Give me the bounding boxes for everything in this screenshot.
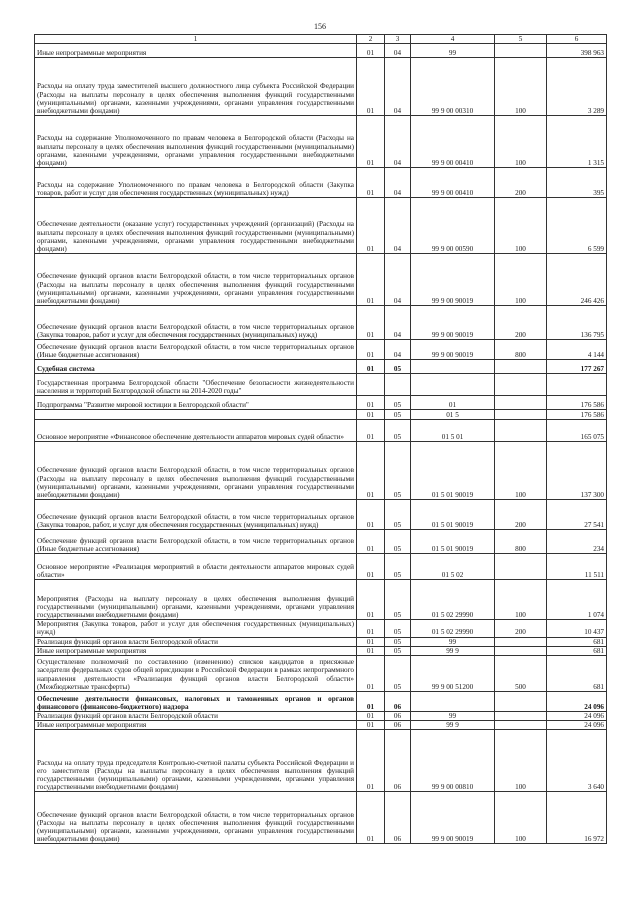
target-article-code: 99 9 00 00410	[411, 168, 495, 198]
target-article-code: 99	[411, 712, 495, 721]
amount: 681	[547, 637, 607, 646]
amount: 176 586	[547, 396, 607, 410]
expense-type-code	[495, 712, 547, 721]
target-article-code	[411, 360, 495, 374]
section-code: 01	[357, 712, 385, 721]
section-code: 01	[357, 198, 385, 254]
section-code: 01	[357, 620, 385, 637]
amount: 136 795	[547, 306, 607, 340]
target-article-code: 01 5	[411, 410, 495, 420]
target-article-code: 99 9 00 00590	[411, 198, 495, 254]
expense-type-code	[495, 396, 547, 410]
subsection-code: 05	[385, 530, 411, 554]
expense-name: Обеспечение деятельности финансовых, налоговых и таможенных органов и органов финансового (финансово-бюджетного) надзора	[35, 692, 357, 712]
target-article-code: 01 5 01	[411, 420, 495, 442]
column-header: 5	[495, 35, 547, 44]
expense-type-code: 100	[495, 116, 547, 168]
table-row	[35, 530, 607, 554]
subsection-code	[385, 374, 411, 396]
table-row	[35, 656, 607, 692]
section-code: 01	[357, 792, 385, 844]
target-article-code: 01 5 02	[411, 554, 495, 580]
subsection-code: 04	[385, 116, 411, 168]
expense-name: Реализация функций органов власти Белгородской области	[35, 637, 357, 646]
table-row	[35, 340, 607, 360]
expense-name: Осуществление полномочий по составлению (изменению) списков кандидатов в присяжные заседатели федеральных судов общей юрисдикции в Российской Федерации в рамках непрограммного направления деятельности «Реализация функций органов власти Белгородской области» (Межбюджетные трансферты)	[35, 656, 357, 692]
page-number: 156	[314, 22, 326, 31]
amount: 395	[547, 168, 607, 198]
expense-name: Обеспечение функций органов власти Белгородской области, в том числе территориальных органов (Иные бюджетные ассигнования)	[35, 340, 357, 360]
expense-name: Расходы на оплату труда заместителей высшего должностного лица субъекта Российской Федерации (Расходы на выплаты персоналу в целях обеспечения выполнения функций государственными (муниципальными) органами, казенными учреждениями, органами управления государственными внебюджетными фондами)	[35, 58, 357, 116]
section-code: 01	[357, 168, 385, 198]
expense-type-code: 800	[495, 530, 547, 554]
section-code: 01	[357, 420, 385, 442]
subsection-code: 06	[385, 712, 411, 721]
amount: 16 972	[547, 792, 607, 844]
table-row	[35, 306, 607, 340]
amount: 27 541	[547, 500, 607, 530]
expense-name: Подпрограмма "Развитие мировой юстиции в Белгородской области"	[35, 396, 357, 410]
expense-type-code	[495, 410, 547, 420]
subsection-code: 06	[385, 792, 411, 844]
section-code: 01	[357, 340, 385, 360]
section-code: 01	[357, 721, 385, 730]
table-row	[35, 442, 607, 500]
amount: 24 096	[547, 692, 607, 712]
expense-type-code	[495, 692, 547, 712]
section-code: 01	[357, 500, 385, 530]
table-row	[35, 58, 607, 116]
subsection-code: 05	[385, 442, 411, 500]
target-article-code: 01 5 01 90019	[411, 530, 495, 554]
target-article-code: 99 9 00 00810	[411, 730, 495, 792]
table-row	[35, 254, 607, 306]
subsection-code: 05	[385, 580, 411, 620]
table-row	[35, 580, 607, 620]
subsection-code: 05	[385, 620, 411, 637]
subsection-code: 04	[385, 306, 411, 340]
amount: 246 426	[547, 254, 607, 306]
table-row	[35, 646, 607, 655]
amount: 1 315	[547, 116, 607, 168]
expense-type-code: 100	[495, 442, 547, 500]
amount: 24 096	[547, 712, 607, 721]
amount: 11 511	[547, 554, 607, 580]
table-row	[35, 360, 607, 374]
expense-type-code: 100	[495, 730, 547, 792]
amount: 24 096	[547, 721, 607, 730]
table-row	[35, 44, 607, 58]
expense-type-code	[495, 721, 547, 730]
subsection-code: 04	[385, 254, 411, 306]
table-row	[35, 420, 607, 442]
table-row	[35, 374, 607, 396]
expense-type-code: 200	[495, 500, 547, 530]
expense-type-code: 100	[495, 254, 547, 306]
target-article-code: 99 9	[411, 646, 495, 655]
expense-name: Основное мероприятие «Реализация мероприятий в области деятельности аппаратов мировых судей области»	[35, 554, 357, 580]
subsection-code: 05	[385, 410, 411, 420]
amount: 176 586	[547, 410, 607, 420]
expense-type-code: 200	[495, 620, 547, 637]
section-code	[357, 374, 385, 396]
table-body	[35, 44, 607, 844]
table-row	[35, 396, 607, 410]
subsection-code: 06	[385, 692, 411, 712]
section-code: 01	[357, 254, 385, 306]
column-header: 3	[385, 35, 411, 44]
expense-type-code	[495, 637, 547, 646]
expense-name: Мероприятия (Расходы на выплату персоналу в целях обеспечения выполнения функций государственными (муниципальными) органами, казенными учреждениями, органами управления государственными внебюджетными фондами)	[35, 580, 357, 620]
subsection-code: 05	[385, 396, 411, 410]
expense-name: Обеспечение функций органов власти Белгородской области, в том числе территориальных органов (Расходы на выплаты персоналу в целях обеспечения выполнения функций государственными (муниципальными) органами, казенными учреждениями, органами управления государственными внебюджетными фондами)	[35, 792, 357, 844]
expense-type-code: 200	[495, 168, 547, 198]
amount: 10 437	[547, 620, 607, 637]
target-article-code: 99 9 00 51200	[411, 656, 495, 692]
target-article-code: 99 9 00 00410	[411, 116, 495, 168]
table-row	[35, 198, 607, 254]
subsection-code: 04	[385, 44, 411, 58]
amount	[547, 374, 607, 396]
table-row	[35, 712, 607, 721]
target-article-code	[411, 692, 495, 712]
expense-type-code	[495, 44, 547, 58]
expense-name: Обеспечение функций органов власти Белгородской области, в том числе территориальных органов (Закупка товаров, работ, и услуг для обеспечения государственных (муниципальных) нужд)	[35, 500, 357, 530]
target-article-code: 99 9 00 90019	[411, 340, 495, 360]
expense-name: Судебная система	[35, 360, 357, 374]
table-row	[35, 637, 607, 646]
amount: 4 144	[547, 340, 607, 360]
column-header: 2	[357, 35, 385, 44]
expense-type-code	[495, 554, 547, 580]
amount: 234	[547, 530, 607, 554]
section-code: 01	[357, 360, 385, 374]
section-code: 01	[357, 306, 385, 340]
expense-name: Основное мероприятие «Финансовое обеспечение деятельности аппаратов мировых судей области»	[35, 420, 357, 442]
amount: 6 599	[547, 198, 607, 254]
target-article-code: 99 9 00 00310	[411, 58, 495, 116]
expense-name: Расходы на оплату труда председателя Контрольно-счетной палаты субъекта Российской Федерации и его заместителя (Расходы на выплаты персоналу в целях обеспечения выполнения функций государственными (муниципальными) органами, казенными учреждениями, органами управления государственными внебюджетными фондами)	[35, 730, 357, 792]
subsection-code: 04	[385, 58, 411, 116]
expense-name: Расходы на содержание Уполномоченного по правам человека в Белгородской области (Закупка товаров, работ и услуг для обеспечения государственных (муниципальных) нужд)	[35, 168, 357, 198]
table-row	[35, 620, 607, 637]
expense-type-code: 100	[495, 580, 547, 620]
section-code: 01	[357, 530, 385, 554]
subsection-code: 05	[385, 656, 411, 692]
subsection-code: 06	[385, 730, 411, 792]
expense-name: Обеспечение функций органов власти Белгородской области, в том числе территориальных органов (Расходы на выплату персоналу в целях обеспечения выполнения функций государственными (муниципальными) органами, казенными учреждениями, органами управления государственными внебюджетными фондами)	[35, 442, 357, 500]
subsection-code: 05	[385, 500, 411, 530]
target-article-code: 01 5 02 29990	[411, 580, 495, 620]
target-article-code: 99	[411, 637, 495, 646]
expense-name	[35, 410, 357, 420]
table-row	[35, 500, 607, 530]
expense-type-code	[495, 374, 547, 396]
column-header: 1	[35, 35, 357, 44]
subsection-code: 05	[385, 420, 411, 442]
table-header-row	[35, 35, 607, 44]
amount: 681	[547, 656, 607, 692]
expense-type-code	[495, 420, 547, 442]
amount: 3 289	[547, 58, 607, 116]
subsection-code: 05	[385, 554, 411, 580]
expense-type-code: 200	[495, 306, 547, 340]
target-article-code: 01	[411, 396, 495, 410]
budget-table	[34, 34, 607, 844]
subsection-code: 04	[385, 168, 411, 198]
section-code: 01	[357, 116, 385, 168]
section-code: 01	[357, 580, 385, 620]
table-row	[35, 168, 607, 198]
expense-name: Обеспечение функций органов власти Белгородской области, в том числе территориальных органов (Расходы на выплаты персоналу в целях обеспечения выполнения функций государственными (муниципальными) органами, казенными учреждениями, органами управления государственными внебюджетными фондами)	[35, 254, 357, 306]
expense-type-code: 100	[495, 792, 547, 844]
subsection-code: 05	[385, 637, 411, 646]
expense-name: Реализация функций органов власти Белгородской области	[35, 712, 357, 721]
amount: 398 963	[547, 44, 607, 58]
section-code: 01	[357, 442, 385, 500]
subsection-code: 06	[385, 721, 411, 730]
expense-type-code: 100	[495, 198, 547, 254]
target-article-code: 99 9	[411, 721, 495, 730]
section-code: 01	[357, 637, 385, 646]
target-article-code: 01 5 01 90019	[411, 442, 495, 500]
section-code: 01	[357, 646, 385, 655]
target-article-code: 99 9 00 90019	[411, 792, 495, 844]
section-code: 01	[357, 396, 385, 410]
target-article-code: 01 5 02 29990	[411, 620, 495, 637]
table-row	[35, 410, 607, 420]
target-article-code: 99	[411, 44, 495, 58]
target-article-code: 99 9 00 90019	[411, 306, 495, 340]
expense-name: Расходы на содержание Уполномоченного по правам человека в Белгородской области (Расходы на выплаты персоналу в целях обеспечения выполнения функций государственными (муниципальными) органами, казенными учреждениями, органами управления государственными внебюджетными фондами)	[35, 116, 357, 168]
table-row	[35, 792, 607, 844]
expense-name: Иные непрограммные мероприятия	[35, 721, 357, 730]
expense-name: Иные непрограммные мероприятия	[35, 44, 357, 58]
section-code: 01	[357, 410, 385, 420]
expense-name: Обеспечение функций органов власти Белгородской области, в том числе территориальных органов (Иные бюджетные ассигнования)	[35, 530, 357, 554]
expense-name: Иные непрограммные мероприятия	[35, 646, 357, 655]
subsection-code: 04	[385, 198, 411, 254]
column-header: 4	[411, 35, 495, 44]
expense-name: Государственная программа Белгородской области "Обеспечение безопасности жизнедеятельности населения и территорий Белгородской области на 2014-2020 годы"	[35, 374, 357, 396]
amount: 177 267	[547, 360, 607, 374]
section-code: 01	[357, 656, 385, 692]
expense-type-code: 500	[495, 656, 547, 692]
amount: 137 300	[547, 442, 607, 500]
amount: 681	[547, 646, 607, 655]
target-article-code: 99 9 00 90019	[411, 254, 495, 306]
subsection-code: 04	[385, 340, 411, 360]
expense-type-code	[495, 360, 547, 374]
subsection-code: 05	[385, 360, 411, 374]
amount: 1 074	[547, 580, 607, 620]
target-article-code: 01 5 01 90019	[411, 500, 495, 530]
column-header: 6	[547, 35, 607, 44]
amount: 165 075	[547, 420, 607, 442]
table-row	[35, 554, 607, 580]
expense-name: Мероприятия (Закупка товаров, работ и услуг для обеспечения государственных (муниципальных) нужд)	[35, 620, 357, 637]
section-code: 01	[357, 58, 385, 116]
table-row	[35, 116, 607, 168]
table-row	[35, 721, 607, 730]
section-code: 01	[357, 44, 385, 58]
expense-name: Обеспечение деятельности (оказание услуг) государственных учреждений (организаций) (Расходы на выплаты персоналу в целях обеспечения выполнения функций государственными (муниципальными) органами, казенными учреждениями, органами управления государственными внебюджетными фондами)	[35, 198, 357, 254]
expense-type-code: 800	[495, 340, 547, 360]
section-code: 01	[357, 554, 385, 580]
amount: 3 640	[547, 730, 607, 792]
expense-name: Обеспечение функций органов власти Белгородской области, в том числе территориальных органов (Закупка товаров, работ и услуг для обеспечения государственных (муниципальных) нужд)	[35, 306, 357, 340]
subsection-code: 05	[385, 646, 411, 655]
section-code: 01	[357, 692, 385, 712]
expense-type-code: 100	[495, 58, 547, 116]
expense-type-code	[495, 646, 547, 655]
table-row	[35, 730, 607, 792]
target-article-code	[411, 374, 495, 396]
section-code: 01	[357, 730, 385, 792]
table-row	[35, 692, 607, 712]
